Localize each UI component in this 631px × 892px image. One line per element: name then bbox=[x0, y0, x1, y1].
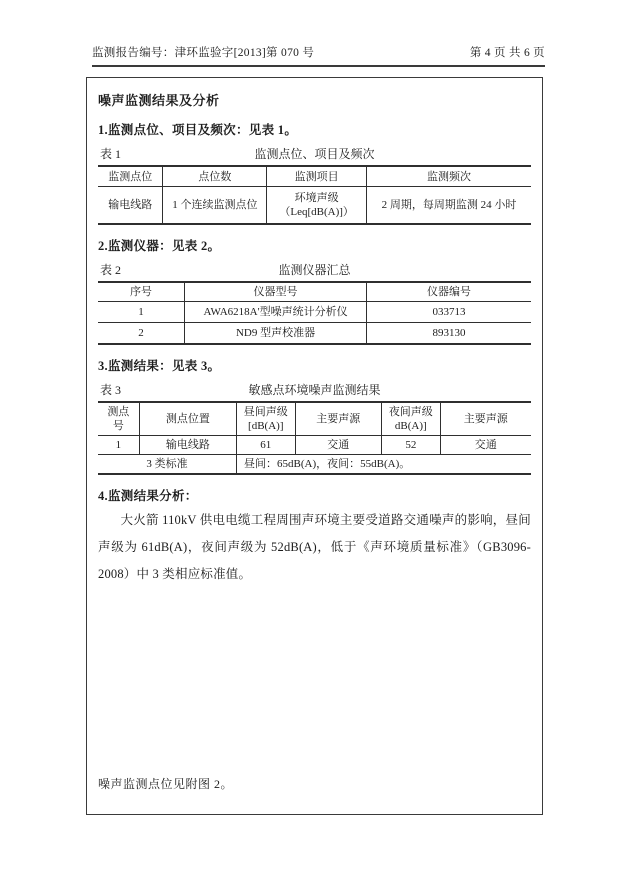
table1-header-cell: 点位数 bbox=[163, 166, 267, 187]
table3-header-day-line1: 昼间声级 bbox=[243, 406, 288, 418]
footnote: 噪声监测点位见附图 2。 bbox=[98, 777, 234, 791]
table3-header-row bbox=[98, 402, 531, 436]
section4-heading: 4.监测结果分析： bbox=[98, 489, 198, 503]
content-box bbox=[86, 77, 543, 815]
table3-cell-no: 1 bbox=[98, 436, 139, 455]
table3-header-cell bbox=[382, 402, 440, 436]
table1-cell-item bbox=[267, 187, 367, 225]
table2-header-row bbox=[98, 282, 531, 302]
page-header bbox=[92, 44, 545, 67]
table3-label: 表 3 bbox=[100, 383, 122, 397]
table2-cell-serial: 893130 bbox=[366, 323, 531, 345]
section2-heading: 2.监测仪器：见表 2。 bbox=[98, 239, 221, 253]
table3-header-cell bbox=[237, 402, 295, 436]
table1-caption bbox=[98, 146, 531, 162]
table2-data-row bbox=[98, 323, 531, 345]
table3-cell-night-source: 交通 bbox=[440, 436, 531, 455]
table1-item-line1: 环境声级 bbox=[294, 192, 339, 204]
document-title: 噪声监测结果及分析 bbox=[98, 93, 220, 108]
table3-header-cell: 主要声源 bbox=[440, 402, 531, 436]
table3-caption bbox=[98, 382, 531, 398]
report-number: 监测报告编号：津环监验字[2013]第 070 号 bbox=[92, 47, 315, 59]
table3-header-day-line2: [dB(A)] bbox=[248, 420, 284, 432]
table2-header-cell: 仪器编号 bbox=[366, 282, 531, 302]
table2-data-row bbox=[98, 302, 531, 323]
table3-header-night-line2: dB(A)] bbox=[394, 420, 427, 432]
table3-title: 敏感点环境噪声监测结果 bbox=[248, 383, 381, 397]
table2-header-cell: 仪器型号 bbox=[185, 282, 367, 302]
table2-caption bbox=[98, 262, 531, 278]
table1-data-row bbox=[98, 187, 531, 225]
table3-header-cell: 测点号 bbox=[98, 402, 139, 436]
table1-label: 表 1 bbox=[100, 147, 122, 161]
table3-standard-row bbox=[98, 455, 531, 475]
table1-item-line2: （Leq[dB(A)]） bbox=[279, 206, 354, 218]
table1-header-cell: 监测项目 bbox=[267, 166, 367, 187]
table3-cell-day-level: 61 bbox=[237, 436, 295, 455]
table3-standard-label: 3 类标准 bbox=[98, 455, 237, 475]
table2-cell-serial: 033713 bbox=[366, 302, 531, 323]
table3-noise-results bbox=[98, 401, 531, 475]
table1-header-cell: 监测频次 bbox=[366, 166, 531, 187]
table3-header-cell: 主要声源 bbox=[295, 402, 382, 436]
table1-title: 监测点位、项目及频次 bbox=[254, 147, 375, 161]
table1-header-row bbox=[98, 166, 531, 187]
table1-cell-point: 输电线路 bbox=[98, 187, 163, 225]
table2-header-cell: 序号 bbox=[98, 282, 185, 302]
table1-cell-count: 1 个连续监测点位 bbox=[163, 187, 267, 225]
table3-cell-location: 输电线路 bbox=[139, 436, 236, 455]
table2-cell-no: 2 bbox=[98, 323, 185, 345]
section3-heading: 3.监测结果：见表 3。 bbox=[98, 359, 221, 373]
table2-label: 表 2 bbox=[100, 263, 122, 277]
table1-header-cell: 监测点位 bbox=[98, 166, 163, 187]
table2-cell-model: AWA6218A'型噪声统计分析仪 bbox=[185, 302, 367, 323]
table3-cell-day-source: 交通 bbox=[295, 436, 382, 455]
table3-cell-night-level: 52 bbox=[382, 436, 440, 455]
table1-monitoring-points bbox=[98, 165, 531, 225]
table3-standard-value: 昼间：65dB(A)，夜间：55dB(A)。 bbox=[237, 455, 531, 475]
table2-title: 监测仪器汇总 bbox=[278, 263, 351, 277]
table2-cell-no: 1 bbox=[98, 302, 185, 323]
table2-cell-model: ND9 型声校准器 bbox=[185, 323, 367, 345]
table3-data-row bbox=[98, 436, 531, 455]
table3-header-night-line1: 夜间声级 bbox=[388, 406, 433, 418]
analysis-paragraph: 大火箭 110kV 供电电缆工程周围声环境主要受道路交通噪声的影响，昼间声级为 61dB(A)，夜间声级为 52dB(A)，低于《声环境质量标准》（GB3096-2008）中 3 类相应标准值。 bbox=[98, 513, 531, 581]
table2-instruments bbox=[98, 281, 531, 345]
page-number: 第 4 页 共 6 页 bbox=[469, 47, 545, 59]
section1-heading: 1.监测点位、项目及频次：见表 1。 bbox=[98, 123, 298, 137]
table1-cell-frequency: 2 周期，每周期监测 24 小时 bbox=[366, 187, 531, 225]
table3-header-cell: 测点位置 bbox=[139, 402, 236, 436]
